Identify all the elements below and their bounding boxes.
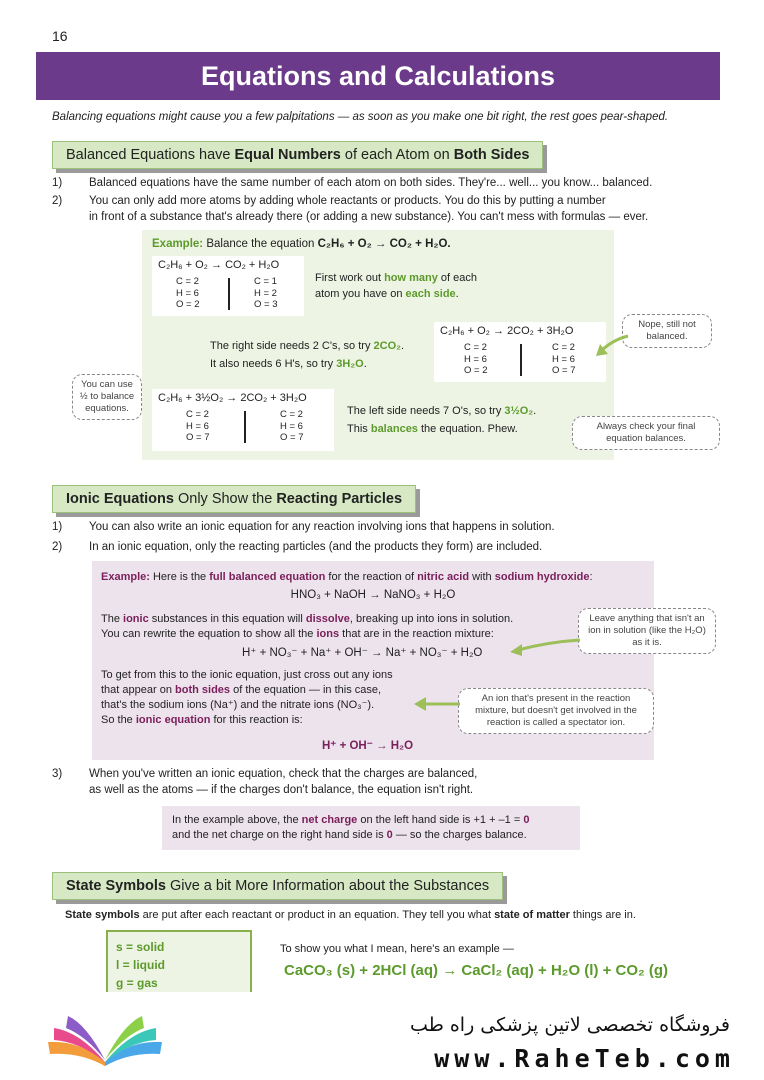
step2-right-counts: C = 2 H = 6 O = 7 (552, 342, 576, 376)
state-symbols-text: State symbols are put after each reactant or product in an equation. They tell you what state of matter things are in. (65, 909, 636, 921)
note-spectator-ion: An ion that's present in the reaction mixture, but doesn't get involved in the reaction is called a spectator ion. (458, 688, 654, 734)
step3-right-counts: C = 2 H = 6 O = 7 (280, 409, 304, 443)
note-leave-non-ions: Leave anything that isn't an ion in solution (like the H₂O) as it is. (578, 608, 716, 654)
ionic-explanation: The ionic substances in this equation will dissolve, breaking up into ions in solution. You can rewrite the equation to show all the ions that are in the reaction mixture: (101, 613, 514, 640)
step1-box (152, 256, 304, 316)
note-check-balance: Always check your final equation balances. (572, 416, 720, 450)
list-item: 2) You can only add more atoms by adding whole reactants or products. You do this by putting a number in front of a substance that's already there (or adding a new substance). You can't mess with formulas — ever. (52, 195, 649, 223)
example-heading: Example: Balance the equation C₂H₆ + O₂ → CO₂ + H₂O. (152, 238, 451, 250)
arrow-icon (412, 694, 462, 714)
ionic-equation-final: H⁺ + OH⁻ → H₂O (322, 740, 414, 752)
intro-text: Balancing equations might cause you a few palpitations — as soon as you make one bit right, the rest goes pear-shaped. (52, 111, 669, 123)
note-not-balanced: Nope, still not balanced. (622, 314, 712, 348)
full-equation: HNO₃ + NaOH → NaNO₃ + H₂O (290, 589, 456, 601)
step2-box (434, 322, 606, 382)
step3-equation: C₂H₆ + 3½O₂ → 2CO₂ + 3H₂O (158, 392, 307, 404)
arrow-icon (508, 636, 582, 658)
list-item: 2) In an ionic equation, only the reacting particles (and the products they form) are included. (52, 541, 543, 553)
arrow-icon (592, 330, 632, 360)
step1-right-counts: C = 1 H = 2 O = 3 (254, 276, 278, 310)
step1-equation: C₂H₆ + O₂ → CO₂ + H₂O (158, 259, 280, 271)
ionic-example-heading: Example: Here is the full balanced equation for the reaction of nitric acid with sodium hydroxide: (101, 571, 593, 583)
page-title: Equations and Calculations (36, 52, 720, 100)
list-item: 1) Balanced equations have the same number of each atom on both sides. They're... well... you know... balanced. (52, 177, 653, 189)
state-symbol-solid: s = solid (116, 940, 165, 954)
divider (520, 344, 522, 376)
step2-left-counts: C = 2 H = 6 O = 2 (464, 342, 488, 376)
section-heading-ionic: Ionic Equations Only Show the Reacting Particles (52, 485, 416, 513)
step2-explanation: The right side needs 2 C's, so try 2CO₂. It also needs 6 H's, so try 3H₂O. (210, 340, 405, 370)
state-symbol-liquid: l = liquid (116, 958, 166, 972)
ions-equation: H⁺ + NO₃⁻ + Na⁺ + OH⁻ → Na⁺ + NO₃⁻ + H₂O (242, 647, 483, 659)
list-item: 3) When you've written an ionic equation, check that the charges are balanced, as well as the atoms — if the charges don't balance, the equation isn't right. (52, 768, 478, 796)
step3-left-counts: C = 2 H = 6 O = 7 (186, 409, 210, 443)
divider (228, 278, 230, 310)
crossout-explanation: To get from this to the ionic equation, just cross out any ions that appear on both sides of the equation — in this case, that's the sodium ions (Na⁺) and the nitrate ions (NO₃⁻). So the ionic equation for this reaction is: (101, 669, 393, 726)
charge-box: In the example above, the net charge on the left hand side is +1 + –1 = 0 and the net charge on the right hand side is 0 — so the charges balance. (162, 806, 580, 850)
page-number: 16 (52, 28, 68, 44)
state-symbols-key (106, 930, 252, 998)
website-url[interactable]: www.RaheTeb.com (434, 1044, 735, 1073)
list-item: 1) You can also write an ionic equation for any reaction involving ions that happens in solution. (52, 521, 555, 533)
state-example-intro: To show you what I mean, here's an example — (280, 943, 514, 955)
state-symbols-equation: CaCO₃ (s) + 2HCl (aq) → CaCl₂ (aq) + H₂O (l) + CO₂ (g) (284, 962, 669, 979)
state-symbol-gas: g = gas (116, 976, 158, 990)
divider (244, 411, 246, 443)
step2-equation: C₂H₆ + O₂ → 2CO₂ + 3H₂O (440, 325, 574, 337)
section-heading-state-symbols: State Symbols Give a bit More Information about the Substances (52, 872, 503, 900)
step1-left-counts: C = 2 H = 6 O = 2 (176, 276, 200, 310)
store-name: فروشگاه تخصصی لاتین پزشکی راه طب (410, 1014, 730, 1036)
section-heading-balanced: Balanced Equations have Equal Numbers of each Atom on Both Sides (52, 141, 543, 169)
step3-box (152, 389, 334, 451)
step3-explanation: The left side needs 7 O's, so try 3½O₂. This balances the equation. Phew. (347, 405, 537, 435)
book-logo-icon (40, 1010, 170, 1068)
note-use-half: You can use ½ to balance equations. (72, 374, 142, 420)
step1-explanation: First work out how many of each atom you have on each side. (315, 272, 478, 300)
